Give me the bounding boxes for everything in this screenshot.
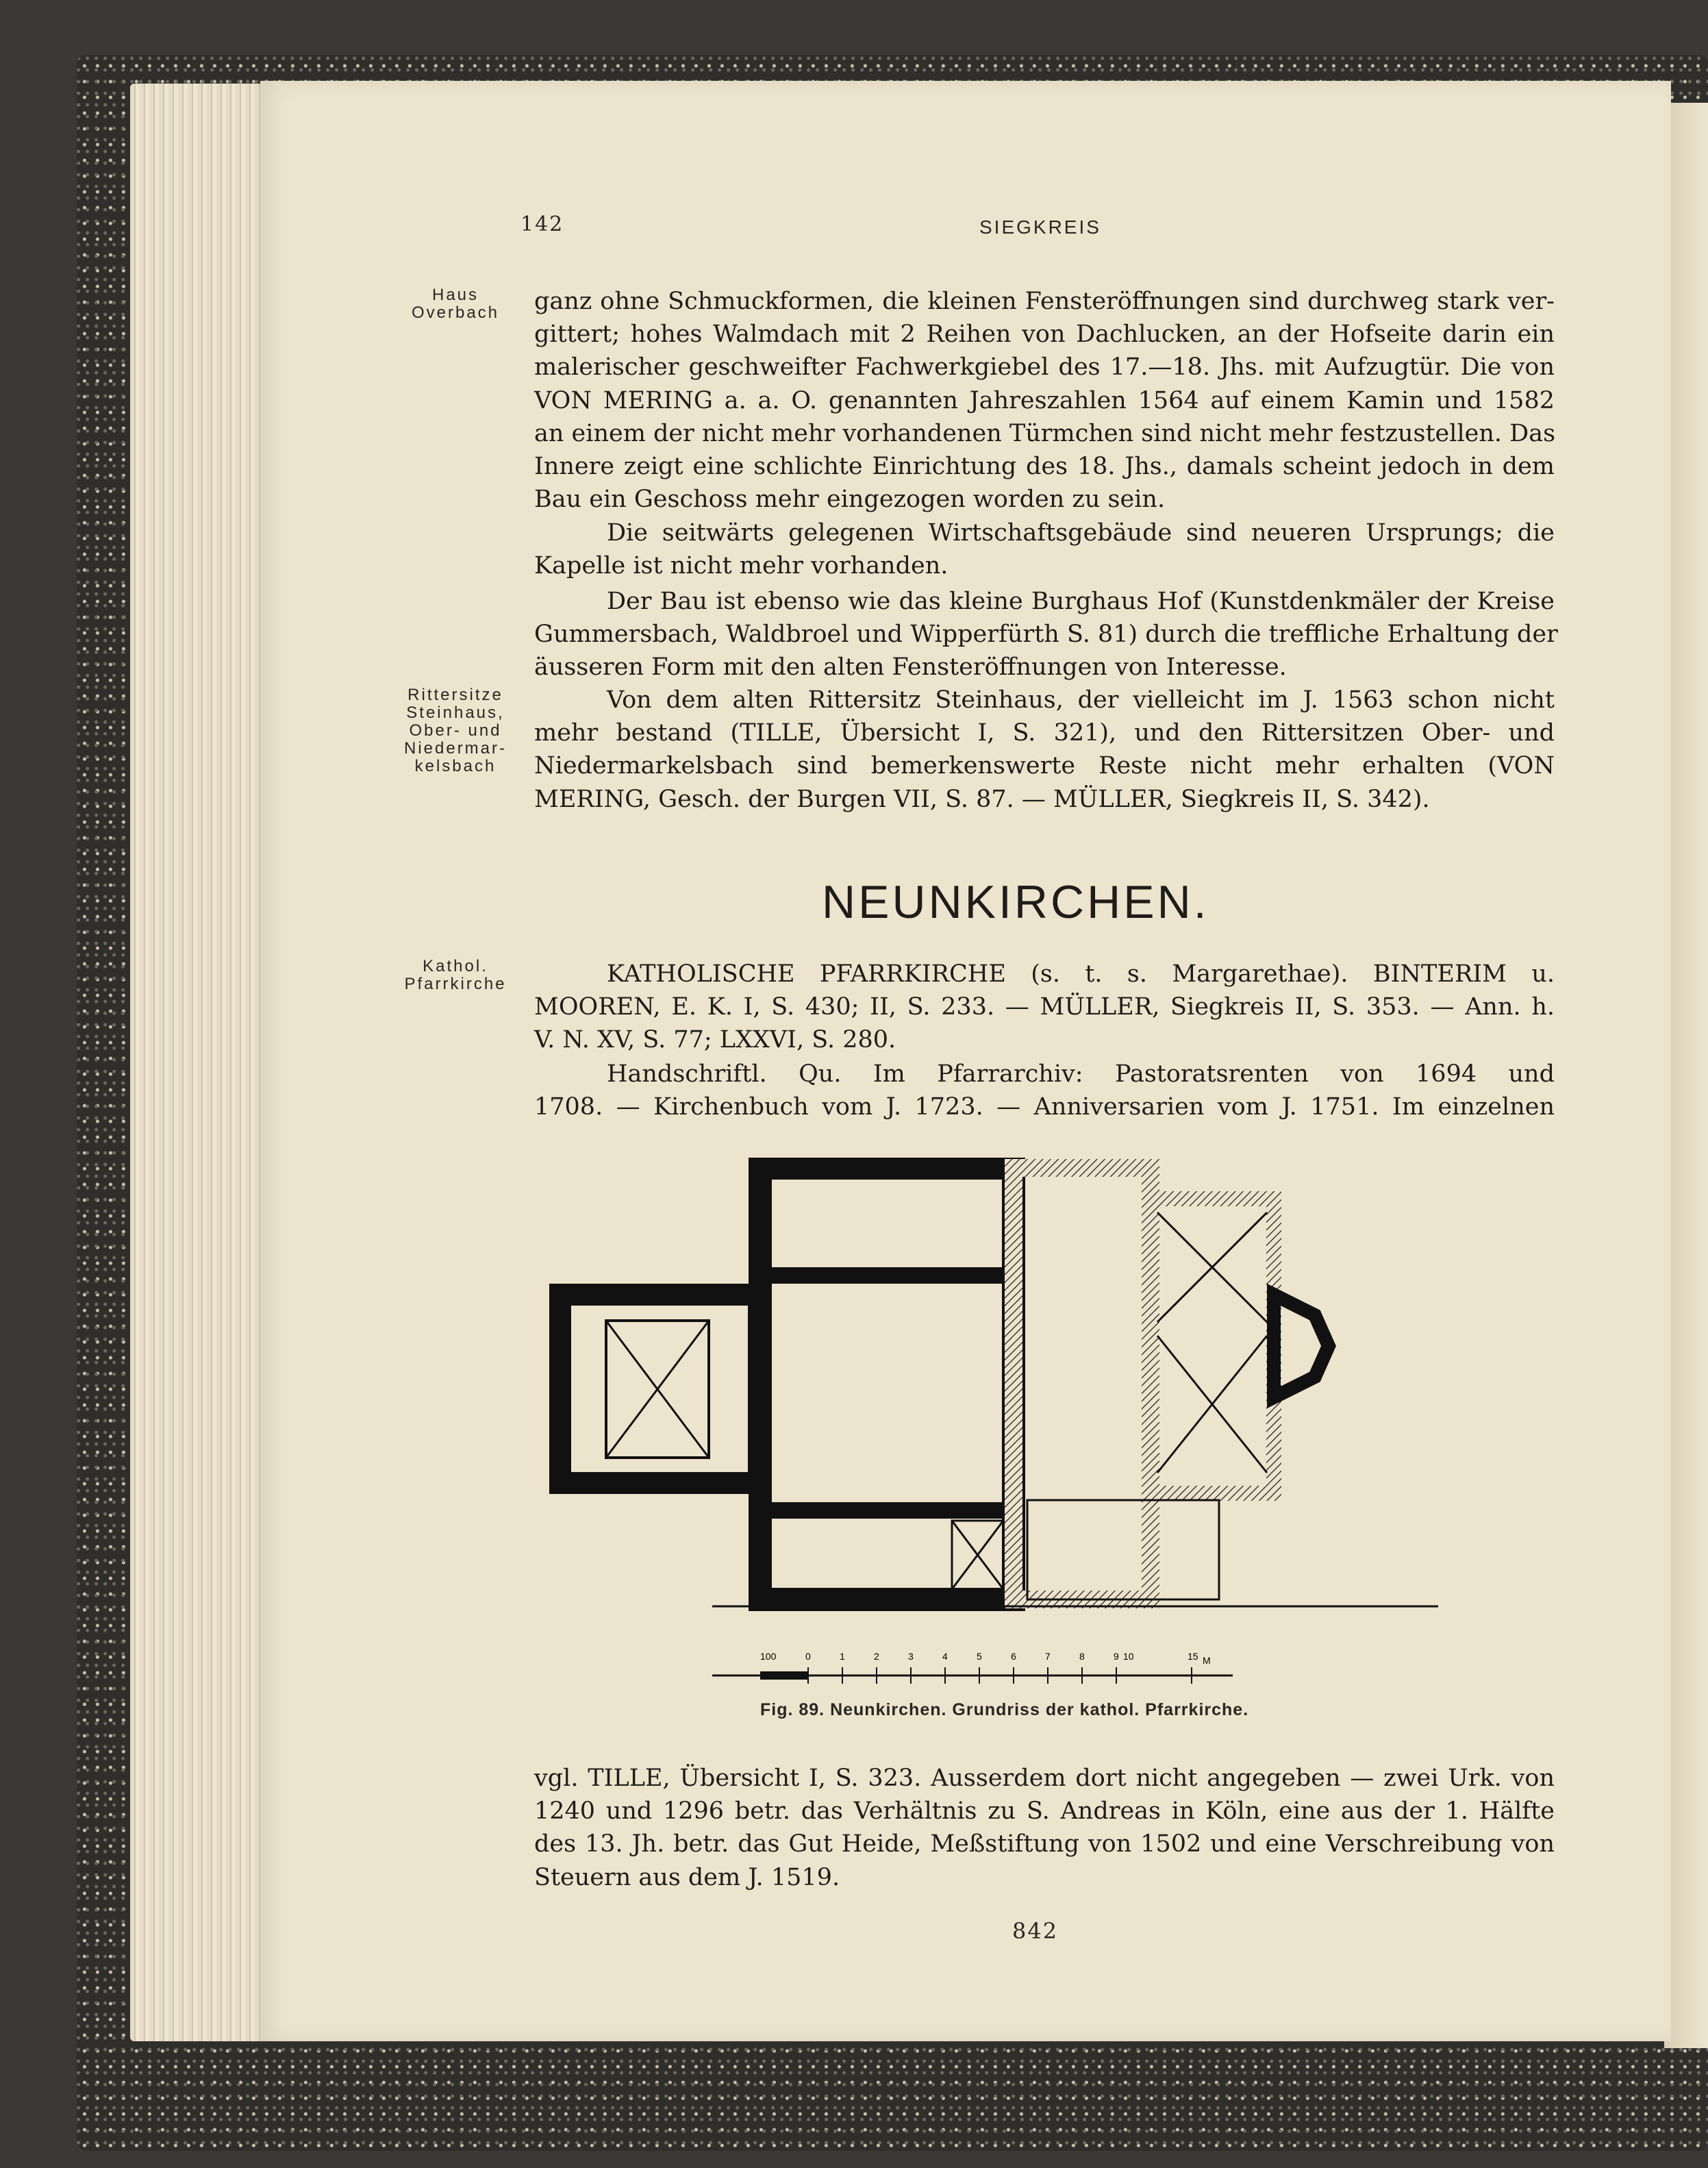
- scale-label: 8: [1079, 1651, 1085, 1662]
- floor-plan-figure: [548, 1158, 1520, 1623]
- margin-note-kathol-pfarrkirche: [384, 958, 527, 993]
- text-line: Der Bau ist ebenso wie das kleine Burghaus Hof (Kunstdenkmäler der Kreise: [607, 588, 1555, 615]
- text-line: MOOREN, E. K. I, S. 430; II, S. 233. — MÜLLER, Siegkreis II, S. 353. — Ann. h.: [534, 993, 1555, 1021]
- margin-note-line: Ober- und: [409, 721, 502, 740]
- paragraph-rittersitze: [534, 684, 1555, 816]
- text-line: 1708. — Kirchenbuch vom J. 1723. — Anniversarien vom J. 1751. Im einzelnen: [534, 1093, 1555, 1121]
- margin-note-rittersitze: [384, 686, 527, 775]
- text-line: Steuern aus dem J. 1519.: [534, 1863, 840, 1891]
- scale-label: 9: [1114, 1651, 1119, 1662]
- scale-label: 100: [760, 1651, 777, 1662]
- text-line: äusseren Form mit den alten Fensteröffnungen von Interesse.: [534, 653, 1287, 682]
- text-line: Innere zeigt eine schlichte Einrichtung des 18. Jhs., damals scheint jedoch in dem: [534, 453, 1555, 481]
- scale-label: 3: [908, 1651, 914, 1662]
- scale-label: 10: [1123, 1651, 1134, 1662]
- scale-bar-graphic: [712, 1651, 1233, 1692]
- section-heading: NEUNKIRCHEN.: [822, 876, 1209, 928]
- text-line: an einem der nicht mehr vorhandenen Türmchen sind nicht mehr festzustellen. Das: [534, 419, 1556, 447]
- text-line: Handschriftl. Qu. Im Pfarrarchiv: Pastoratsrenten von 1694 und: [607, 1060, 1555, 1088]
- paragraph-handschriftl: [534, 1058, 1555, 1123]
- text-line: malerischer geschweifter Fachwerkgiebel des 17.—18. Jhs. mit Aufzugtür. Die von: [534, 353, 1555, 382]
- signature-number: 842: [1012, 1918, 1059, 1944]
- page-edges: [130, 84, 267, 2041]
- floor-plan-walls: [560, 1168, 1329, 1599]
- text-line: V. N. XV, S. 77; LXXVI, S. 280.: [534, 1026, 896, 1054]
- scale-label: 5: [977, 1651, 982, 1662]
- paragraph-burghaus: [534, 585, 1558, 684]
- text-line: Von dem alten Rittersitz Steinhaus, der vielleicht im J. 1563 schon nicht: [607, 686, 1555, 714]
- scale-label: 6: [1011, 1651, 1016, 1662]
- margin-note-line: Steinhaus,: [406, 703, 505, 722]
- scale-label: 7: [1045, 1651, 1051, 1662]
- margin-note-line: Haus: [431, 286, 479, 304]
- margin-note-line: Rittersitze: [407, 686, 503, 704]
- margin-note-line: Pfarrkirche: [404, 975, 507, 993]
- text-line: 1240 und 1296 betr. das Verhältnis zu S. Andreas in Köln, eine aus der 1. Hälfte: [534, 1797, 1555, 1826]
- margin-note-line: kelsbach: [414, 757, 497, 775]
- text-line: VON MERING a. a. O. genannten Jahreszahlen 1564 auf einem Kamin und 1582: [534, 386, 1555, 414]
- text-line: MERING, Gesch. der Burgen VII, S. 87. — MÜLLER, Siegkreis II, S. 342).: [534, 785, 1430, 813]
- text-line: Niedermarkelsbach sind bemerkenswerte Reste nicht mehr erhalten (VON: [534, 752, 1555, 780]
- paragraph-wirtschaftsgebaeude: [534, 516, 1555, 582]
- running-title: SIEGKREIS: [979, 216, 1101, 238]
- scale-label: 4: [942, 1651, 948, 1662]
- margin-note-line: Niedermar-: [403, 739, 507, 758]
- scale-label: 15: [1188, 1651, 1198, 1662]
- scale-label: 0: [805, 1651, 811, 1662]
- paragraph-tille-uebersicht: [534, 1762, 1555, 1894]
- scale-bar-labels: [712, 1651, 1233, 1695]
- paragraph-kathol-pfarrkirche: [534, 958, 1555, 1057]
- text-line: Die seitwärts gelegenen Wirtschaftsgebäude sind neueren Ursprungs; die: [607, 519, 1555, 547]
- text-line: KATHOLISCHE PFARRKIRCHE (s. t. s. Margarethae). BINTERIM u.: [607, 960, 1555, 988]
- margin-note-line: Overbach: [411, 303, 500, 322]
- scale-label: M: [1203, 1655, 1211, 1666]
- text-line: mehr bestand (TILLE, Übersicht I, S. 321), und den Rittersitzen Ober- und: [534, 719, 1555, 747]
- margin-note-line: Kathol.: [423, 957, 488, 975]
- scale-label: 2: [874, 1651, 879, 1662]
- figure-caption: Fig. 89. Neunkirchen. Grundriss der kathol. Pfarrkirche.: [760, 1700, 1249, 1719]
- page-number: 142: [520, 212, 564, 236]
- text-line: des 13. Jh. betr. das Gut Heide, Meßstiftung von 1502 und eine Verschreibung von: [534, 1830, 1555, 1858]
- scale-label: 1: [840, 1651, 845, 1662]
- text-line: Gummersbach, Waldbroel und Wipperfürth S. 81) durch die treffliche Erhaltung der: [534, 621, 1558, 649]
- text-line: gittert; hohes Walmdach mit 2 Reihen von Dachlucken, an der Hofseite darin ein: [534, 321, 1555, 349]
- text-line: Kapelle ist nicht mehr vorhanden.: [534, 552, 949, 580]
- text-line: ganz ohne Schmuckformen, die kleinen Fensteröffnungen sind durchweg stark ver-: [534, 288, 1555, 315]
- paragraph-haus-overbach: [534, 285, 1555, 516]
- margin-note-haus-overbach: [384, 286, 527, 322]
- text-line: Bau ein Geschoss mehr eingezogen worden zu sein.: [534, 486, 1166, 514]
- text-line: vgl. TILLE, Übersicht I, S. 323. Ausserdem dort nicht angegeben — zwei Urk. von: [534, 1765, 1555, 1792]
